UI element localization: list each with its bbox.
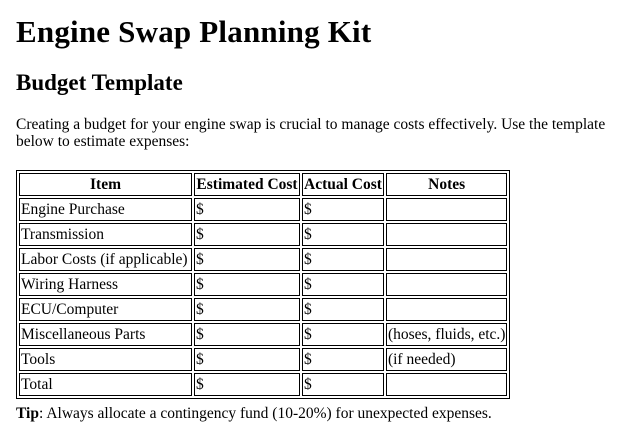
actual-cost-cell: $	[302, 248, 384, 271]
table-header-row	[19, 173, 507, 196]
table-row	[19, 223, 507, 246]
actual-cost-cell: $	[302, 298, 384, 321]
tip-label: Tip	[16, 405, 39, 422]
actual-cost-cell: $	[302, 348, 384, 371]
notes-cell	[386, 298, 508, 321]
budget-table	[16, 170, 510, 399]
actual-cost-cell: $	[302, 323, 384, 346]
estimated-cost-cell: $	[194, 373, 300, 396]
page-title: Engine Swap Planning Kit	[16, 14, 372, 49]
header-estimated-cost: Estimated Cost	[194, 173, 300, 196]
actual-cost-cell: $	[302, 198, 384, 221]
estimated-cost-cell: $	[194, 248, 300, 271]
intro-paragraph: Creating a budget for your engine swap is crucial to manage costs effectively. Use the template below to estimate expenses:	[16, 116, 606, 150]
tip-text: : Always allocate a contingency fund (10-20%) for unexpected expenses.	[39, 405, 492, 422]
item-cell: Miscellaneous Parts	[19, 323, 192, 346]
item-cell: Wiring Harness	[19, 273, 192, 296]
estimated-cost-cell: $	[194, 298, 300, 321]
notes-cell	[386, 223, 508, 246]
table-row-total	[19, 373, 507, 396]
notes-cell	[386, 273, 508, 296]
table-row	[19, 323, 507, 346]
estimated-cost-cell: $	[194, 198, 300, 221]
table-row	[19, 348, 507, 371]
actual-cost-cell: $	[302, 223, 384, 246]
item-cell: Transmission	[19, 223, 192, 246]
estimated-cost-cell: $	[194, 348, 300, 371]
item-cell: Labor Costs (if applicable)	[19, 248, 192, 271]
table-row	[19, 298, 507, 321]
item-cell: Engine Purchase	[19, 198, 192, 221]
estimated-cost-cell: $	[194, 323, 300, 346]
item-cell: ECU/Computer	[19, 298, 192, 321]
item-cell: Tools	[19, 348, 192, 371]
header-notes: Notes	[386, 173, 508, 196]
notes-cell	[386, 373, 508, 396]
notes-cell	[386, 198, 508, 221]
actual-cost-cell: $	[302, 373, 384, 396]
table-row	[19, 248, 507, 271]
notes-cell: (hoses, fluids, etc.)	[386, 323, 508, 346]
header-actual-cost: Actual Cost	[302, 173, 384, 196]
estimated-cost-cell: $	[194, 273, 300, 296]
item-cell: Total	[19, 373, 192, 396]
actual-cost-cell: $	[302, 273, 384, 296]
table-row	[19, 273, 507, 296]
tip-paragraph	[16, 405, 492, 422]
notes-cell: (if needed)	[386, 348, 508, 371]
estimated-cost-cell: $	[194, 223, 300, 246]
table-row	[19, 198, 507, 221]
header-item: Item	[19, 173, 192, 196]
section-heading: Budget Template	[16, 70, 183, 95]
notes-cell	[386, 248, 508, 271]
